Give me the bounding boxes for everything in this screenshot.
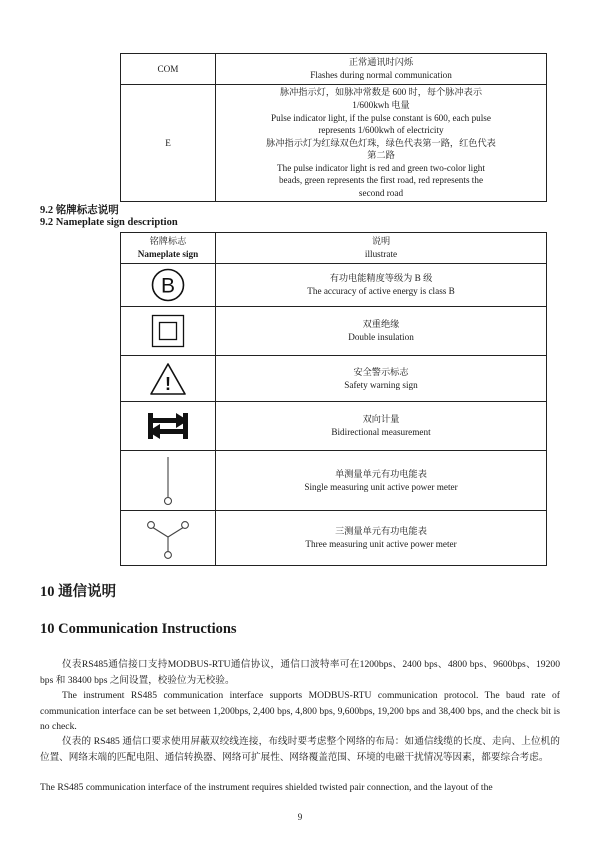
paragraph: 仪表的 RS485 通信口要求使用屏蔽双绞线连接，布线时要考虑整个网络的布局：如通信线缆的长度、走向、上位机的位置、网络末端的匹配电阻、通信转换器、网络可扩展性、网络覆盖范围、环境的电磁干扰情况等因素，都要综合考虑。 (40, 736, 560, 763)
table-row (121, 451, 547, 511)
section-heading-en: 10 Communication Instructions (40, 621, 237, 637)
row-label: E (121, 85, 216, 202)
table-row (121, 511, 547, 566)
row-label: COM (121, 54, 216, 85)
sign-cell (121, 402, 216, 451)
header-nameplate-sign: 铭牌标志 Nameplate sign (121, 233, 216, 264)
table-row (121, 356, 547, 402)
bidirectional-arrows-icon (146, 410, 190, 442)
sign-cell (121, 264, 216, 307)
row-description: 脉冲指示灯，如脉冲常数是 600 时，每个脉冲表示 1/600kwh 电量 Pulse indicator light, if the pulse constant is 600, each pulse represents 1/600kwh of electricity 脉冲指示灯为红绿双色灯珠，绿色代表第一路，红色代表 第二路 The pulse indicator light is red and green two-color light beads, green represents the first road, red represents the second road (216, 85, 547, 202)
sign-cell (121, 451, 216, 511)
paragraph: The instrument RS485 communication interface supports MODBUS-RTU communication protocol. The baud rate of communication interface can be set between 1,200bps, 2,400 bps, 4,800 bps, 9,600bps, 19,200 bps and 38,400 bps, and the check bit is no check. (40, 690, 560, 733)
page-number: 9 (297, 812, 303, 822)
paragraph: The RS485 communication interface of the instrument requires shielded twisted pair connection, and the layout of the (40, 782, 493, 793)
table-row (121, 54, 547, 85)
sign-description: 单测量单元有功电能表 Single measuring unit active power meter (216, 451, 547, 511)
nameplate-table (120, 232, 547, 566)
sign-cell (121, 511, 216, 566)
section-heading-cn: 9.2 铭牌标志说明 (40, 205, 119, 216)
sign-description: 双向计量 Bidirectional measurement (216, 402, 547, 451)
paragraph: 仪表RS485通信接口支持MODBUS-RTU通信协议，通信口波特率可在1200bps、2400 bps、4800 bps、9600bps、19200 bps 和 38400 bps 之间设置，校验位为无校验。 (40, 659, 560, 686)
warning-triangle-icon (149, 362, 187, 396)
indicator-table (120, 53, 547, 202)
table-row (121, 264, 547, 307)
sign-description: 双重绝缘 Double insulation (216, 307, 547, 356)
row-description: 正常通讯时闪烁 Flashes during normal communication (216, 54, 547, 85)
sign-cell (121, 356, 216, 402)
three-unit-icon (146, 515, 190, 561)
header-illustrate: 说明 illustrate (216, 233, 547, 264)
table-row (121, 402, 547, 451)
section-heading-cn: 10 通信说明 (40, 584, 117, 600)
svg-text:B: B (160, 274, 176, 298)
sign-description: 三测量单元有功电能表 Three measuring unit active power meter (216, 511, 547, 566)
class-b-icon (151, 268, 185, 302)
section-heading-en: 9.2 Nameplate sign description (40, 217, 178, 228)
sign-description: 有功电能精度等级为 B 级 The accuracy of active energy is class B (216, 264, 547, 307)
single-unit-icon (158, 455, 178, 507)
table-row (121, 85, 547, 202)
table-header-row (121, 233, 547, 264)
svg-text:!: ! (165, 373, 171, 394)
sign-cell (121, 307, 216, 356)
table-row (121, 307, 547, 356)
sign-description: 安全警示标志 Safety warning sign (216, 356, 547, 402)
double-insulation-icon (151, 314, 185, 348)
